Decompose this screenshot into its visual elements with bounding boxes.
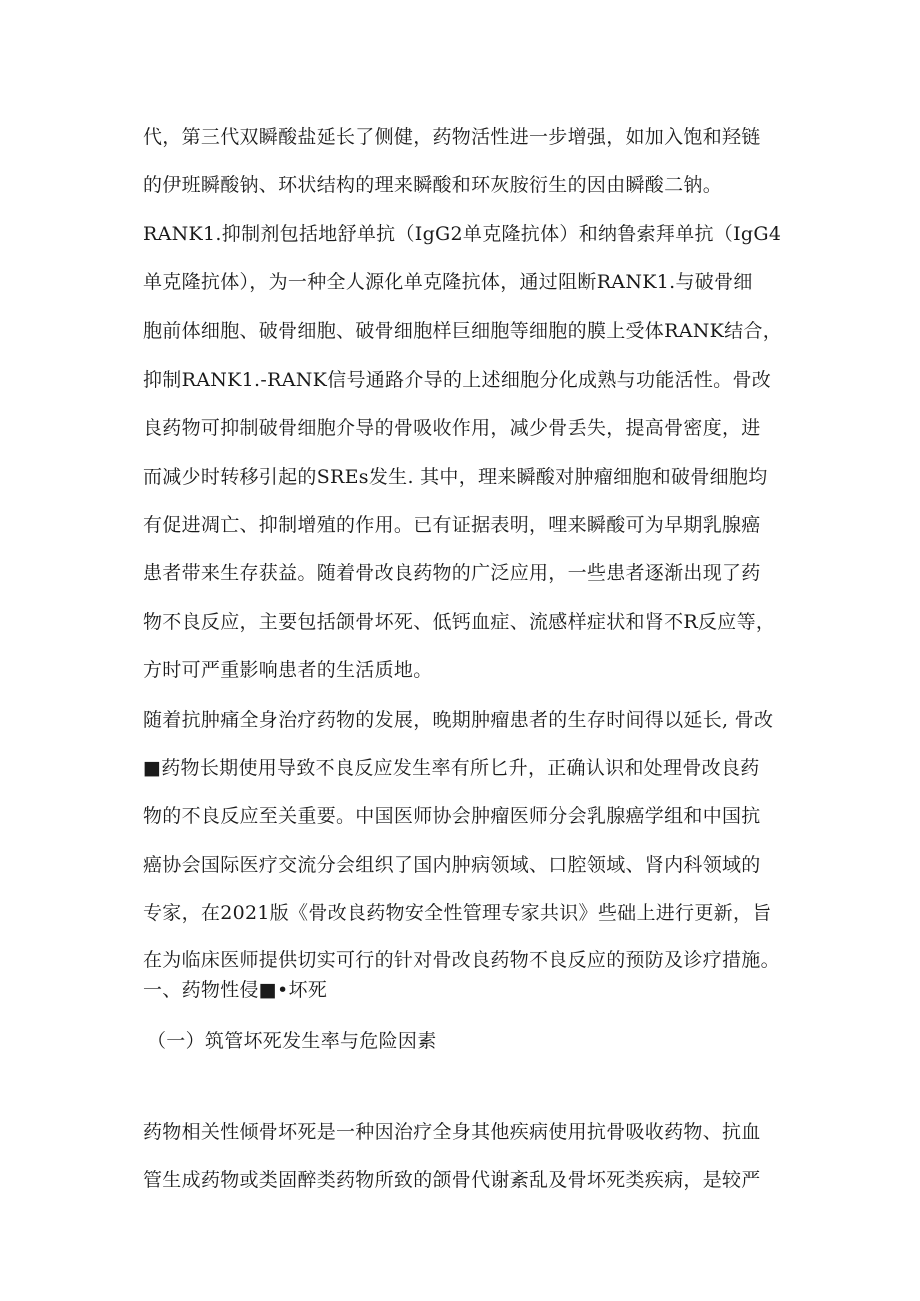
paragraph-3-line-4: 癌协会国际医疗交流分会组织了国内肿病领域、口腔领域、肾内科领域的 — [143, 854, 761, 876]
paragraph-2-line-10: 方时可严重影响患者的生活质地。 — [143, 659, 433, 681]
paragraph-4-line-2: 管生成药物或类固醉类药物所致的颌骨代谢紊乱及骨坏死类疾病，是较严 — [143, 1169, 761, 1191]
paragraph-3-line-3: 物的不良反应至关重要。中国医师协会肿瘤医师分会乳腺癌学组和中国抗 — [143, 805, 761, 827]
paragraph-1-line-1: 代，第三代双瞬酸盐延长了侧健，药物活性进一步增强，如加入饱和羟链 — [143, 126, 761, 148]
paragraph-2-line-5: 良药物可抑制破骨细胞介导的骨吸收作用，减少骨丢失，提高骨密度，进 — [143, 417, 761, 439]
paragraph-1-line-2: 的伊班瞬酸钠、环状结构的理来瞬酸和环灰胺衍生的因由瞬酸二钠。 — [143, 174, 723, 196]
paragraph-2-line-4: 抑制RANK1.-RANK信号通路介导的上述细胞分化成熟与功能活性。骨改 — [143, 369, 772, 391]
paragraph-2-line-1: RANK1.抑制剂包括地舒单抗（IgG2单克隆抗体）和纳鲁索拜单抗（IgG4 — [143, 223, 782, 245]
paragraph-3-line-5: 专家，在2021版《骨改良药物安全性管理专家共识》些础上进行更新，旨 — [143, 902, 772, 924]
paragraph-3-line-2: ■药物长期使用导致不良反应发生率有所匕升，正确认识和处理骨改良药 — [143, 757, 760, 779]
paragraph-2-line-2: 单克隆抗体），为一种全人源化单克隆抗体，通过阻断RANK1.与破骨细 — [143, 271, 753, 293]
paragraph-2-line-3: 胞前体细胞、破骨细胞、破骨细胞样巨细胞等细胞的膜上受体RANK结合， — [143, 320, 783, 342]
paragraph-2-line-7: 有促进凋亡、抑制增殖的作用。已有证据表明，哩来瞬酸可为早期乳腺癌 — [143, 514, 761, 536]
paragraph-3-line-1: 随着抗肿痛全身治疗药物的发展，晚期肿瘤患者的生存时间得以延长, 骨改 — [143, 709, 774, 731]
paragraph-2-line-8: 患者带来生存获益。随着骨改良药物的广泛应用，一些患者逐渐出现了药 — [143, 562, 761, 584]
paragraph-4-line-1: 药物相关性倾骨坏死是一种因治疗全身其他疾病使用抗骨吸收药物、抗血 — [143, 1121, 761, 1143]
section-heading: 一、药物性侵■•坏死 — [143, 979, 328, 1001]
paragraph-2-line-9: 物不良反应，主要包括颌骨坏死、低钙血症、流感样症状和肾不R反应等， — [143, 611, 776, 633]
paragraph-3-line-6: 在为临床医师提供切实可行的针对骨改良药物不良反应的预防及诊疗措施。 — [143, 949, 780, 971]
paragraph-2-line-6: 而减少时转移引起的SREs发生. 其中，理来瞬酸对肿瘤细胞和破骨细胞均 — [143, 466, 768, 488]
subsection-heading: （一）筑管坏死发生率与危险因素 — [147, 1030, 437, 1052]
